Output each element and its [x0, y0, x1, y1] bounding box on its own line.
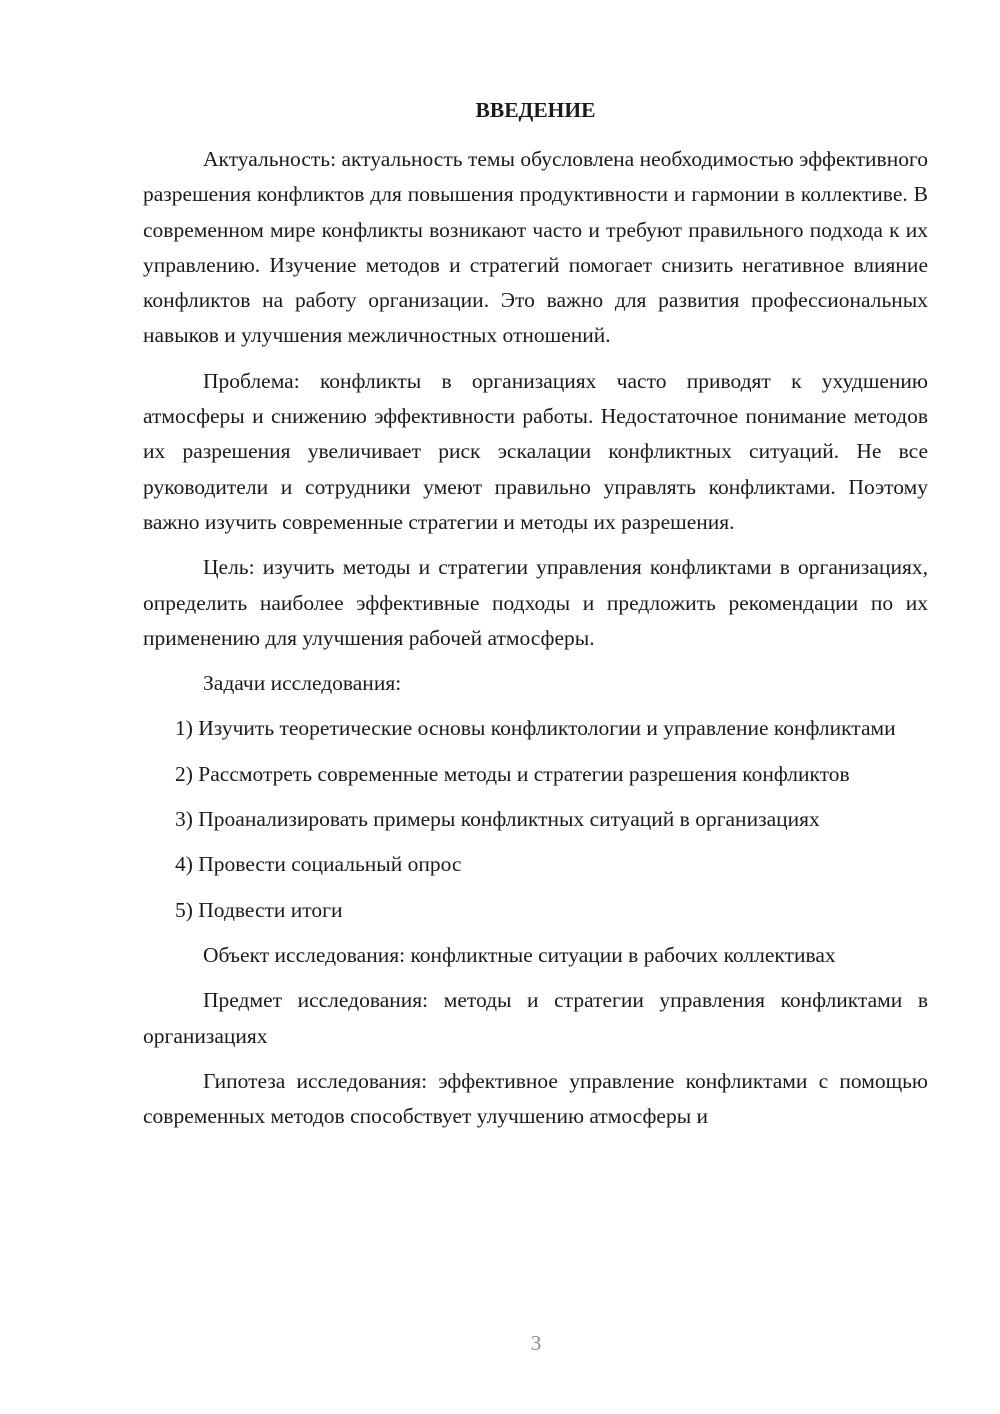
goal-paragraph: Цель: изучить методы и стратегии управления конфликтами в организациях, определить наиболее эффективные подходы и предложить рекомендации по их применению для улучшения рабочей атмосферы. [143, 555, 928, 650]
task-item-4: 4) Провести социальный опрос [175, 852, 462, 877]
page-title: ВВЕДЕНИЕ [475, 98, 596, 122]
tasks-heading: Задачи исследования: [203, 671, 402, 696]
task-item-2: 2) Рассмотреть современные методы и стратегии разрешения конфликтов [175, 761, 850, 786]
document-page [143, 94, 928, 1144]
research-object-paragraph: Объект исследования: конфликтные ситуации в рабочих коллективах [203, 942, 836, 967]
relevance-paragraph: Актуальность: актуальность темы обусловлена необходимостью эффективного разрешения конфликтов для повышения продуктивности и гармонии в коллективе. В современном мире конфликты возникают часто и требуют правильного подхода к их управлению. Изучение методов и стратегий помогает снизить негативное влияние конфликтов на работу организации. Это важно для развития профессиональных навыков и улучшения межличностных отношений. [143, 147, 928, 348]
page-number: 3 [530, 1331, 542, 1355]
problem-paragraph: Проблема: конфликты в организациях часто приводят к ухудшению атмосферы и снижению эффективности работы. Недостаточное понимание методов их разрешения увеличивает риск эскалации конфликтных ситуаций. Не все руководители и сотрудники умеют правильно управлять конфликтами. Поэтому важно изучить современные стратегии и методы их разрешения. [143, 368, 928, 534]
research-subject-paragraph: Предмет исследования: методы и стратегии управления конфликтами в организациях [143, 988, 928, 1048]
task-item-5: 5) Подвести итоги [175, 897, 343, 922]
hypothesis-paragraph: Гипотеза исследования: эффективное управление конфликтами с помощью современных методов способствует улучшению атмосферы и [143, 1068, 928, 1129]
task-item-1: 1) Изучить теоретические основы конфликтологии и управление конфликтами [175, 716, 896, 741]
task-item-3: 3) Проанализировать примеры конфликтных ситуаций в организациях [175, 807, 820, 832]
